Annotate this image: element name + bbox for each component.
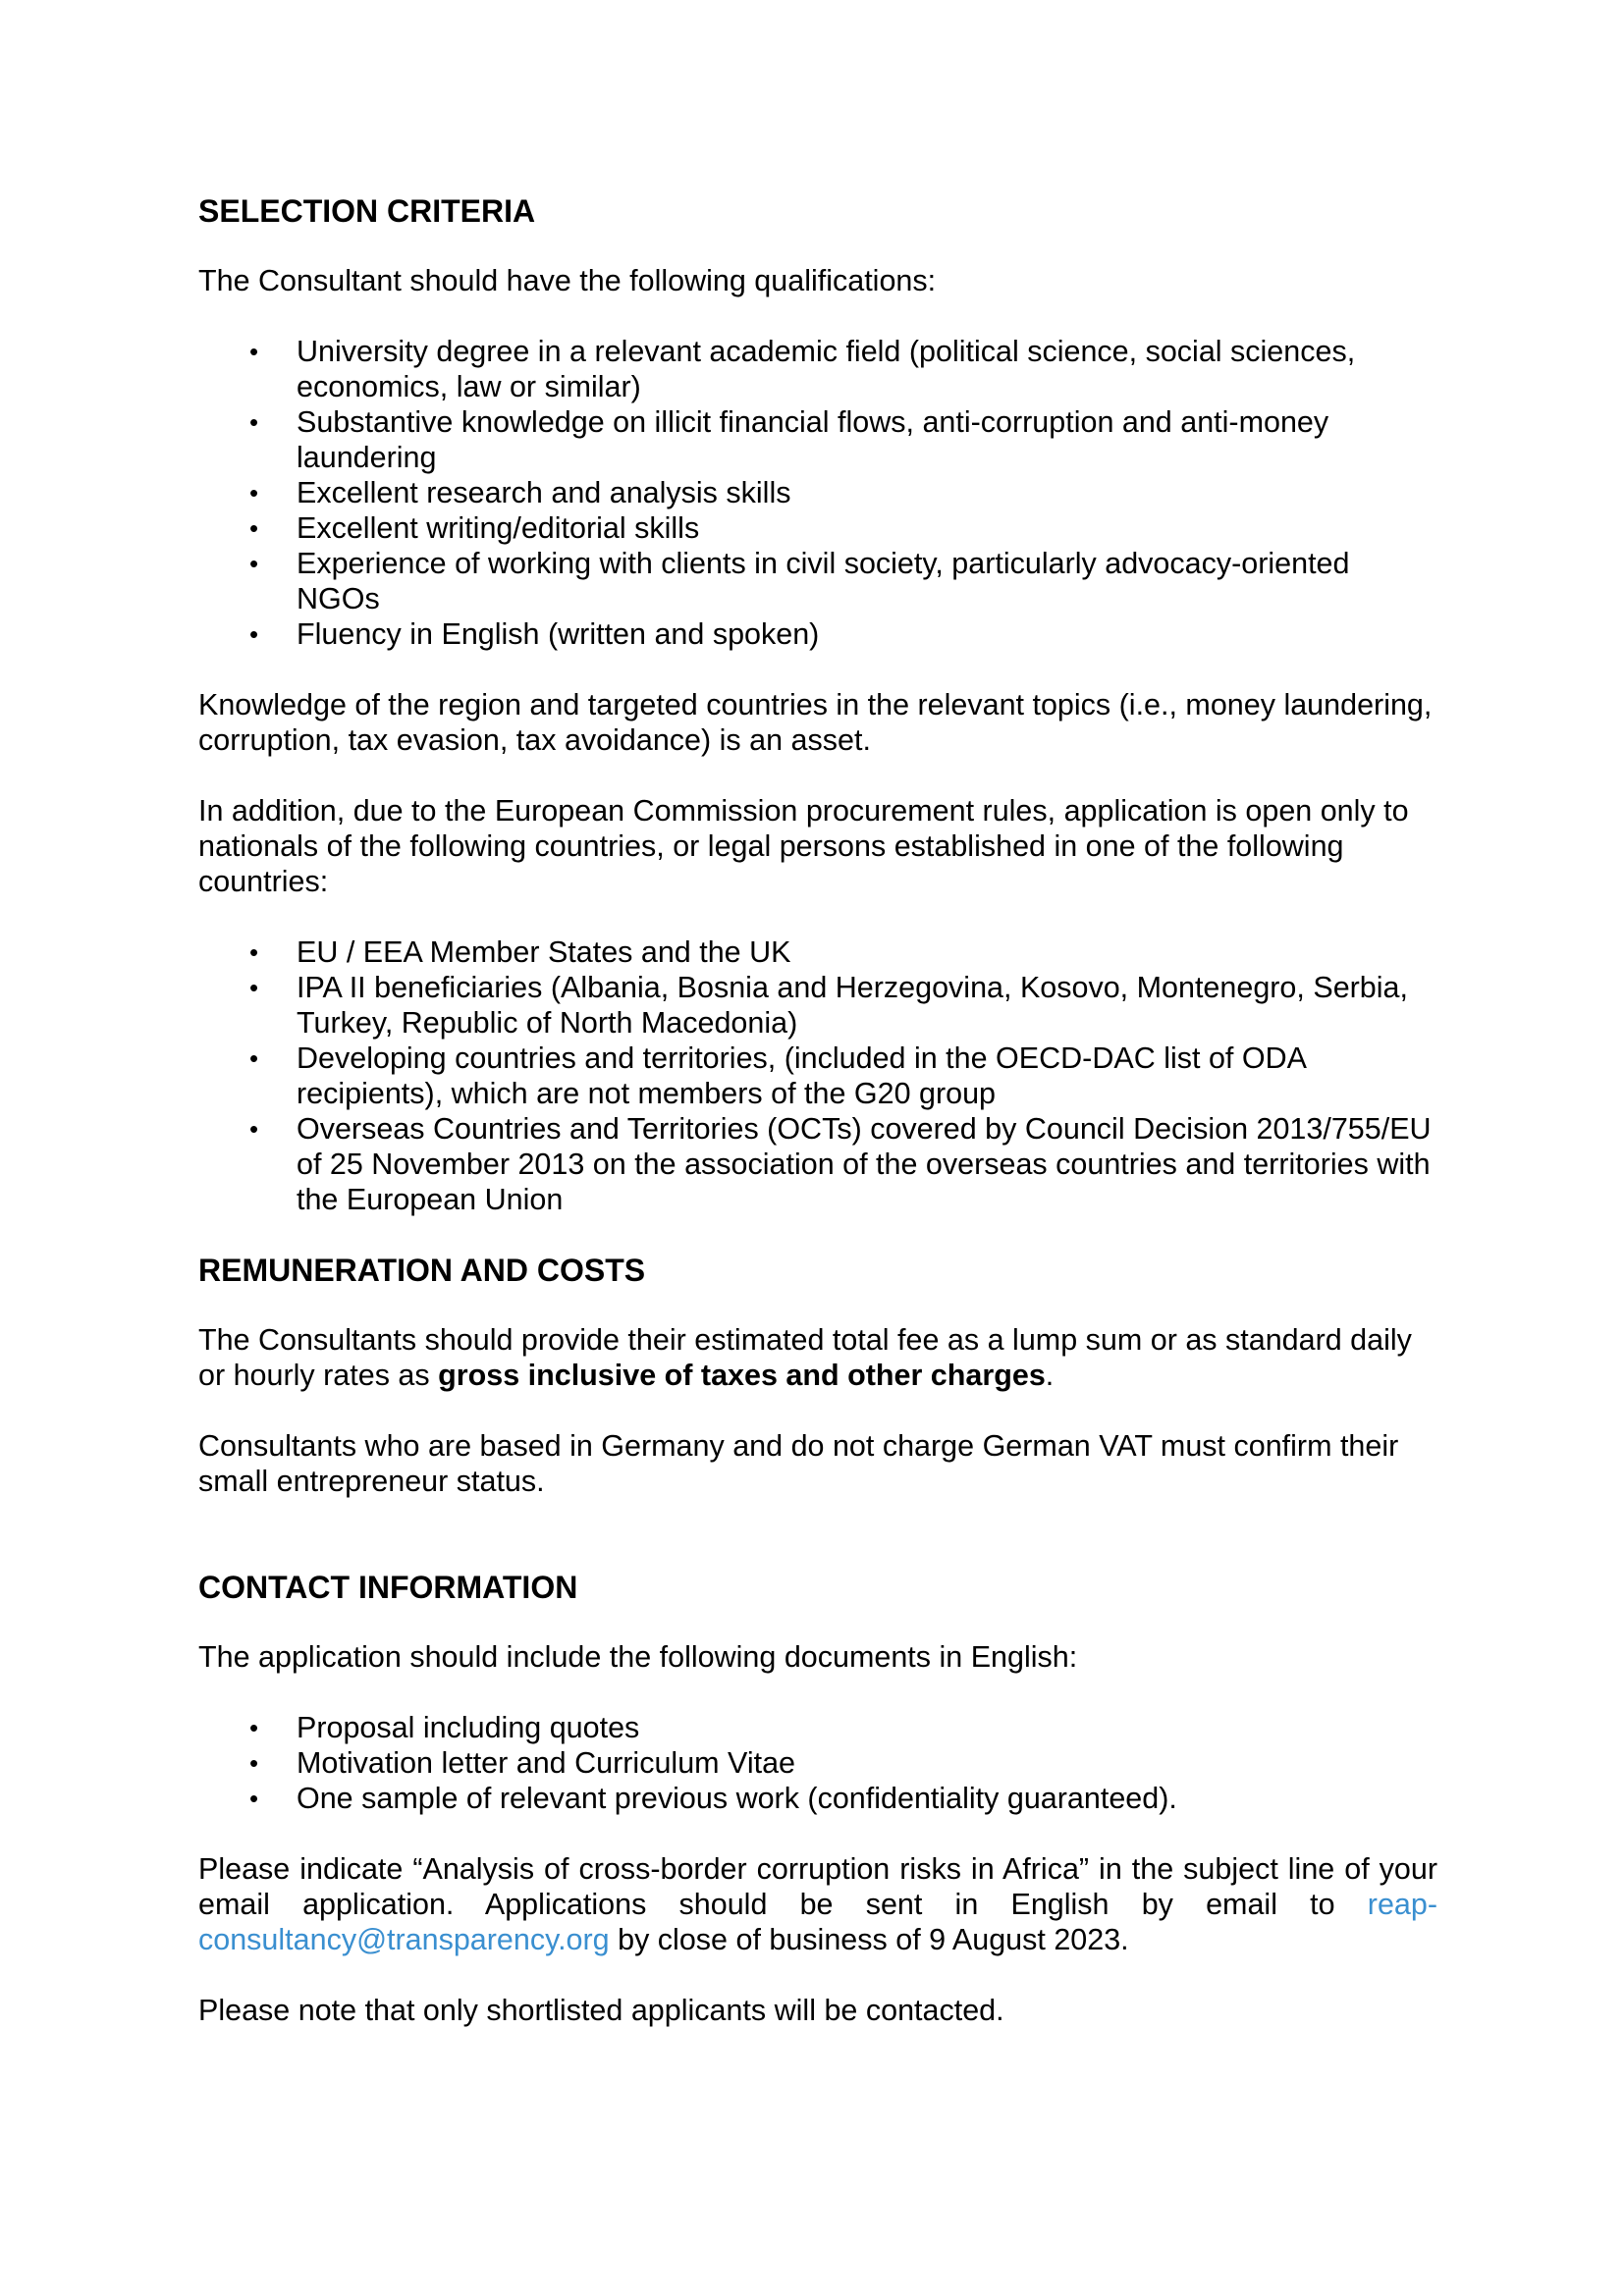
bullet-icon: • [249, 549, 259, 578]
bullet-icon: • [249, 619, 259, 649]
selection-intro: The Consultant should have the following qualifications: [198, 264, 937, 297]
application-instructions-paragraph: Please indicate “Analysis of cross-border corruption risks in Africa” in the subject line of your email application. Applications should be sent in English by email to reap-consultancy@transparency.org by close of business of 9 August 2023. [198, 1852, 1437, 1956]
bullet-icon: • [249, 478, 259, 507]
bullet-icon: • [249, 1114, 259, 1144]
email-link[interactable]: reap-consultancy@transparency.org [198, 1888, 1437, 1956]
list-item: • Excellent research and analysis skills [249, 476, 791, 509]
bullet-icon: • [249, 1713, 259, 1742]
fee-paragraph: The Consultants should provide their estimated total fee as a lump sum or as standard daily or hourly rates as gross inclusive of taxes and other charges. [198, 1323, 1412, 1392]
bullet-icon: • [249, 973, 259, 1002]
bullet-icon: • [249, 1043, 259, 1073]
bullet-icon: • [249, 937, 259, 967]
qualifications-list [198, 334, 1437, 652]
eligible-countries-list [198, 934, 1437, 1217]
list-item: • Experience of working with clients in civil society, particularly advocacy-oriented NGOs [249, 547, 1350, 615]
list-item: • University degree in a relevant academic field (political science, social sciences, economics, law or similar) [249, 335, 1356, 403]
list-item: • Fluency in English (written and spoken) [249, 617, 820, 651]
list-item: • EU / EEA Member States and the UK [249, 935, 791, 969]
remuneration-heading: REMUNERATION AND COSTS [198, 1253, 646, 1288]
list-item: • Substantive knowledge on illicit financial flows, anti-corruption and anti-money laundering [249, 405, 1329, 474]
list-item: • Overseas Countries and Territories (OCTs) covered by Council Decision 2013/755/EU of 25 November 2013 on the association of the overseas countries and territories with the European Union [249, 1112, 1432, 1216]
bullet-icon: • [249, 407, 259, 437]
document-page [198, 192, 1437, 2028]
selection-criteria-heading: SELECTION CRITERIA [198, 193, 536, 229]
eligibility-paragraph: In addition, due to the European Commission procurement rules, application is open only to nationals of the following countries, or legal persons established in one of the following countries: [198, 794, 1409, 898]
contact-heading: CONTACT INFORMATION [198, 1570, 578, 1605]
list-item: • Developing countries and territories, (included in the OECD-DAC list of ODA recipients), which are not members of the G20 group [249, 1041, 1306, 1110]
bullet-icon: • [249, 337, 259, 366]
contact-intro: The application should include the following documents in English: [198, 1640, 1078, 1674]
list-item: • Excellent writing/editorial skills [249, 511, 700, 545]
list-item: • One sample of relevant previous work (confidentiality guaranteed). [249, 1782, 1177, 1815]
documents-list [198, 1710, 1437, 1816]
vat-paragraph: Consultants who are based in Germany and do not charge German VAT must confirm their small entrepreneur status. [198, 1429, 1399, 1498]
fee-emphasis: gross inclusive of taxes and other charges [438, 1359, 1046, 1392]
bullet-icon: • [249, 1748, 259, 1778]
list-item: • Motivation letter and Curriculum Vitae [249, 1746, 796, 1780]
shortlist-note: Please note that only shortlisted applicants will be contacted. [198, 1994, 1004, 2027]
list-item: • IPA II beneficiaries (Albania, Bosnia and Herzegovina, Kosovo, Montenegro, Serbia, Turkey, Republic of North Macedonia) [249, 971, 1408, 1040]
bullet-icon: • [249, 513, 259, 543]
regional-knowledge-paragraph: Knowledge of the region and targeted countries in the relevant topics (i.e., money laundering, corruption, tax evasion, tax avoidance) is an asset. [198, 688, 1433, 757]
list-item: • Proposal including quotes [249, 1711, 640, 1744]
bullet-icon: • [249, 1784, 259, 1813]
